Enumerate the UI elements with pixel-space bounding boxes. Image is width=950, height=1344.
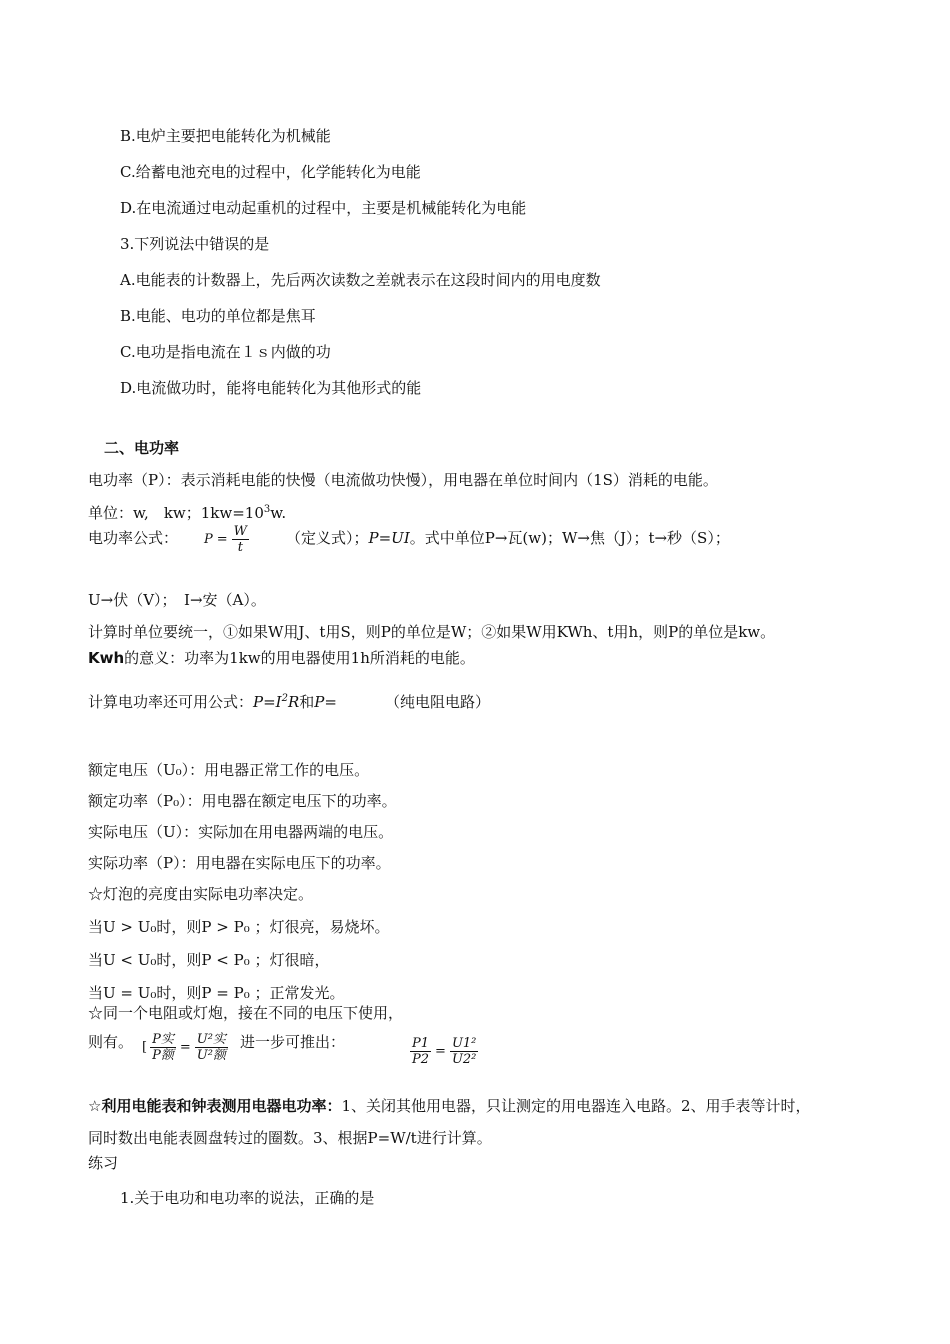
practice-heading: 练习 <box>88 1154 119 1172</box>
p1: P1 <box>412 1036 430 1051</box>
voltage-actual-sq: U²实 <box>196 1032 226 1047</box>
formula-line <box>88 528 178 548</box>
measure-heading: ☆利用电能表和钟表测用电器电功率： <box>88 1097 342 1115</box>
definition-formula <box>204 524 249 555</box>
section-heading: 二、电功率 <box>104 439 180 457</box>
option-3b: B.电能、电功的单位都是焦耳 <box>120 307 316 325</box>
measure-text-2: 同时数出电能表圆盘转过的圈数。3、根据P=W/t进行计算。 <box>88 1129 492 1147</box>
unit-prefix: 单位：w, kw；1kw=10 <box>88 504 264 522</box>
alt-prefix: 计算电功率还可用公式： <box>88 693 254 711</box>
kwh-label: Kwh <box>88 649 125 667</box>
further-derive: 进一步可推出： <box>240 1033 346 1051</box>
kwh-meaning <box>88 648 475 668</box>
case-greater: 当U > U₀时，则P > P₀ ；灯很亮，易烧坏。 <box>88 918 390 936</box>
alt-f1a: P=I <box>253 693 282 711</box>
formula-units: 。式中单位P→瓦(w)；W→焦（J）；t→秒（S）； <box>409 529 730 547</box>
ratio2-equals: = <box>435 1044 446 1059</box>
brightness-note: ☆灯泡的亮度由实际电功率决定。 <box>88 885 314 903</box>
units-line-2: U→伏（V）； I→安（A）。 <box>88 591 266 609</box>
power-rated: P额 <box>152 1048 174 1063</box>
option-3d: D.电流做功时，能将电能转化为其他形式的能 <box>120 379 422 397</box>
practice-question-1: 1.关于电功和电功率的说法，正确的是 <box>120 1189 375 1207</box>
formula-p: P <box>204 532 213 547</box>
question-3-stem: 3.下列说法中错误的是 <box>120 235 270 253</box>
case-less: 当U < U₀时，则P < P₀ ；灯很暗， <box>88 951 330 969</box>
unify-units: 计算时单位要统一，①如果W用J、t用S，则P的单位是W；②如果W用KWh、t用h，则P的单位是kw。 <box>88 623 776 641</box>
u1-u2-ratio <box>450 1036 478 1067</box>
formula-def: （定义式）； <box>286 529 369 547</box>
unit-exponent: 3 <box>263 504 271 515</box>
option-2d: D.在电流通过电动起重机的过程中，主要是机械能转化为电能 <box>120 199 527 217</box>
actual-voltage: 实际电压（U）：实际加在用电器两端的电压。 <box>88 823 394 841</box>
actual-power: 实际功率（P）：用电器在实际电压下的功率。 <box>88 854 391 872</box>
ratio-formula-1 <box>142 1032 228 1063</box>
then-have: 则有。 <box>88 1033 134 1051</box>
same-resistor-note: ☆同一个电阻或灯炮，接在不同的电压下使用， <box>88 1004 404 1022</box>
rated-voltage: 额定电压（U₀）：用电器正常工作的电压。 <box>88 761 370 779</box>
voltage-rated-sq: U²额 <box>196 1048 226 1063</box>
u1-squared: U1² <box>451 1036 477 1051</box>
power-actual: P实 <box>152 1032 174 1047</box>
option-2c: C.给蓄电池充电的过程中，化学能转化为电能 <box>120 163 421 181</box>
case-equal: 当U = U₀时，则P = P₀ ；正常发光。 <box>88 984 345 1002</box>
formula-denominator: t <box>237 540 243 555</box>
kwh-text: 的意义：功率为1kw的用电器使用1h所消耗的电能。 <box>124 649 475 667</box>
u2-squared: U2² <box>451 1052 477 1067</box>
measure-method <box>88 1096 811 1116</box>
formula-equals: = <box>216 532 228 547</box>
formula-fraction <box>232 524 249 555</box>
ratio-formula-2 <box>410 1036 478 1067</box>
option-3c: C.电功是指电流在１ｓ内做的功 <box>120 343 331 361</box>
ratio-equals: = <box>179 1040 191 1055</box>
formula-pui: P=UI <box>368 529 410 547</box>
formula-numerator: W <box>233 524 248 539</box>
measure-text-1: 1、关闭其他用电器，只让测定的用电器连入电路。2、用手表等计时， <box>341 1097 811 1115</box>
power-ratio <box>150 1032 176 1063</box>
option-3a: A.电能表的计数器上，先后两次读数之差就表示在这段时间内的用电度数 <box>120 271 601 289</box>
voltage-ratio <box>195 1032 228 1063</box>
p1-p2-ratio <box>410 1036 431 1067</box>
unit-suffix: w. <box>270 504 287 522</box>
formula-rest <box>286 528 730 548</box>
alt-and: 和 <box>299 693 315 711</box>
option-2b: B.电炉主要把电能转化为机械能 <box>120 127 331 145</box>
formula-label: 电功率公式： <box>88 529 179 547</box>
rated-power: 额定功率（P₀）：用电器在额定电压下的功率。 <box>88 792 397 810</box>
bracket: [ <box>142 1040 148 1055</box>
alt-f1-exp: 2 <box>281 693 288 704</box>
alt-f2: P= <box>314 693 337 711</box>
alt-f1b: R <box>287 693 300 711</box>
p2: P2 <box>412 1052 430 1067</box>
power-definition: 电功率（P）：表示消耗电能的快慢（电流做功快慢），用电器在单位时间内（1S）消耗的电能。 <box>88 471 718 489</box>
unit-line <box>88 503 286 523</box>
alt-formula-line <box>88 692 490 712</box>
alt-note: （纯电阻电路） <box>384 693 490 711</box>
